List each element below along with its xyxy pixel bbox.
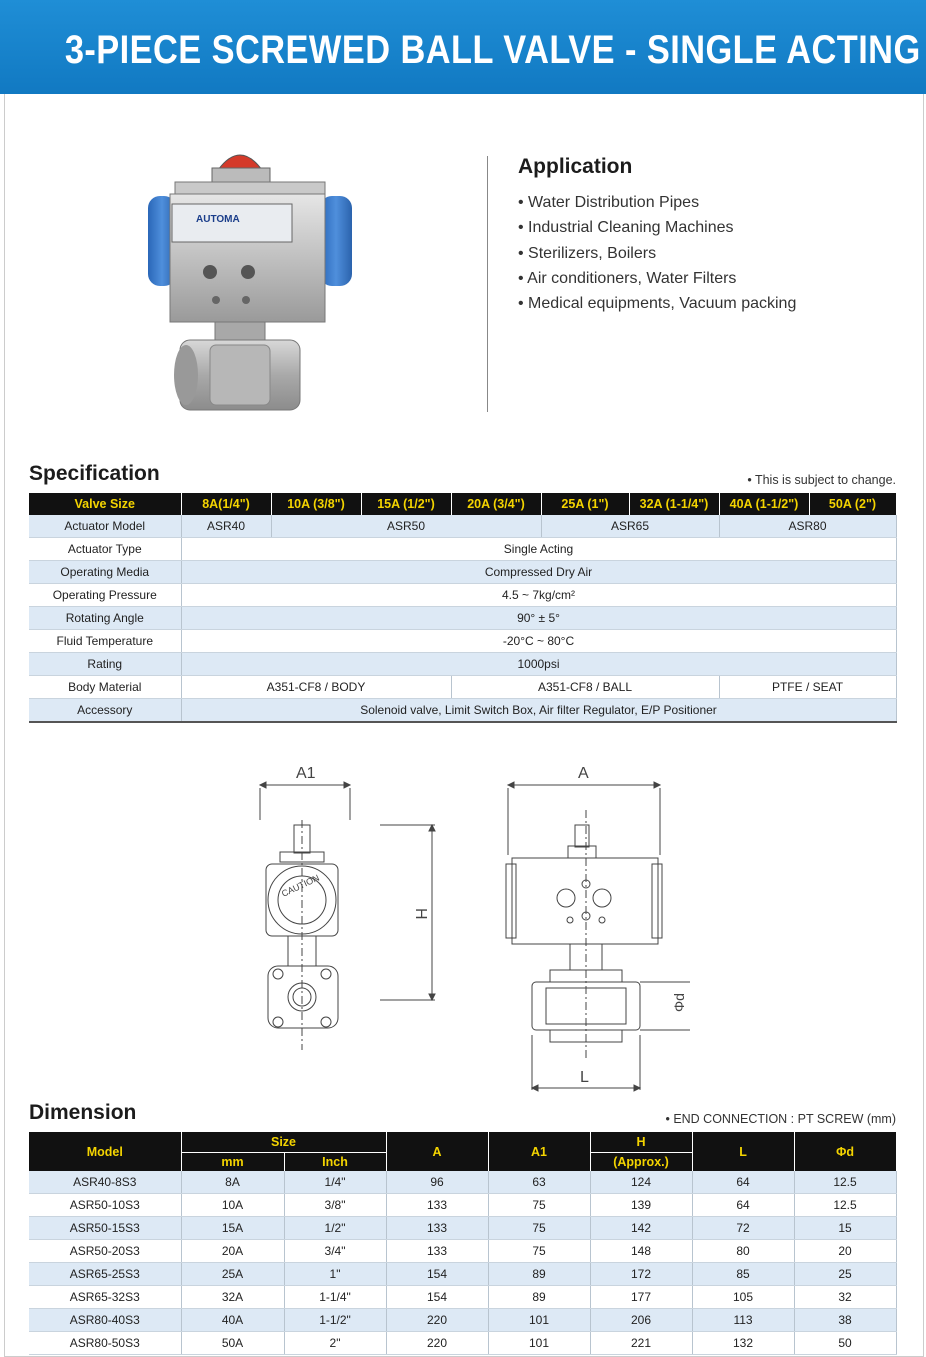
table-cell: ASR80-40S3: [29, 1309, 181, 1332]
dimension-drawing: [250, 760, 690, 1100]
table-cell: 154: [386, 1263, 488, 1286]
table-header: A: [386, 1132, 488, 1171]
table-cell: 133: [386, 1217, 488, 1240]
table-cell: ASR40: [181, 515, 271, 538]
table-header: Valve Size: [29, 493, 181, 515]
drawing-label-a: A: [578, 765, 589, 782]
page-title: 3-PIECE SCREWED BALL VALVE - SINGLE ACTING: [64, 28, 921, 72]
table-cell: ASR50-10S3: [29, 1194, 181, 1217]
table-cell: 12.5: [794, 1171, 896, 1194]
table-cell: 25: [794, 1263, 896, 1286]
table-cell: 1": [284, 1263, 386, 1286]
table-cell: 113: [692, 1309, 794, 1332]
table-cell: 89: [488, 1263, 590, 1286]
table-cell: 10A: [181, 1194, 284, 1217]
list-item: • Industrial Cleaning Machines: [518, 215, 796, 240]
table-cell: 1000psi: [181, 653, 896, 676]
table-cell: 3/8": [284, 1194, 386, 1217]
table-row: [29, 630, 896, 653]
table-row: [29, 561, 896, 584]
table-cell: 75: [488, 1240, 590, 1263]
table-header: Φd: [794, 1132, 896, 1171]
table-cell: 124: [590, 1171, 692, 1194]
table-cell: Body Material: [29, 676, 181, 699]
dimension-note: • END CONNECTION : PT SCREW (mm): [665, 1112, 896, 1126]
table-cell: Operating Pressure: [29, 584, 181, 607]
table-cell: 172: [590, 1263, 692, 1286]
specification-note: • This is subject to change.: [747, 473, 896, 487]
table-cell: 85: [692, 1263, 794, 1286]
table-row: [29, 1332, 896, 1355]
table-cell: 132: [692, 1332, 794, 1355]
list-item: • Air conditioners, Water Filters: [518, 266, 796, 291]
table-cell: ASR80: [719, 515, 896, 538]
table-cell: 50: [794, 1332, 896, 1355]
application-title: Application: [518, 155, 633, 178]
table-cell: 40A: [181, 1309, 284, 1332]
table-cell: ASR65-32S3: [29, 1286, 181, 1309]
list-item: • Medical equipments, Vacuum packing: [518, 291, 796, 316]
table-row: [29, 653, 896, 676]
dimension-table-body: [29, 1171, 896, 1355]
table-row: [29, 515, 896, 538]
table-cell: 105: [692, 1286, 794, 1309]
table-cell: 2": [284, 1332, 386, 1355]
specification-table: [29, 493, 897, 723]
table-row: [29, 676, 896, 699]
table-cell: Compressed Dry Air: [181, 561, 896, 584]
table-cell: 177: [590, 1286, 692, 1309]
table-cell: 1/2": [284, 1217, 386, 1240]
table-cell: ASR50: [271, 515, 541, 538]
table-cell: 221: [590, 1332, 692, 1355]
drawing-label-od: Φd: [671, 993, 687, 1012]
table-header: (Approx.): [590, 1152, 692, 1171]
table-cell: 142: [590, 1217, 692, 1240]
table-cell: 15: [794, 1217, 896, 1240]
table-cell: 75: [488, 1194, 590, 1217]
table-cell: 3/4": [284, 1240, 386, 1263]
table-header: 40A (1-1/2"): [719, 493, 809, 515]
table-cell: Actuator Type: [29, 538, 181, 561]
table-cell: 220: [386, 1309, 488, 1332]
dimension-title: Dimension: [29, 1101, 137, 1124]
divider-line: [487, 156, 488, 412]
table-cell: 20: [794, 1240, 896, 1263]
product-brand-text: AUTOMA: [196, 214, 240, 225]
table-cell: A351-CF8 / BALL: [451, 676, 719, 699]
table-header: 20A (3/4"): [451, 493, 541, 515]
table-cell: 101: [488, 1309, 590, 1332]
table-cell: 101: [488, 1332, 590, 1355]
table-cell: 206: [590, 1309, 692, 1332]
table-cell: 8A: [181, 1171, 284, 1194]
table-cell: ASR65: [541, 515, 719, 538]
table-cell: Single Acting: [181, 538, 896, 561]
title-banner: [0, 0, 926, 94]
table-cell: ASR80-50S3: [29, 1332, 181, 1355]
table-header: A1: [488, 1132, 590, 1171]
table-cell: 64: [692, 1171, 794, 1194]
table-header: 8A(1/4"): [181, 493, 271, 515]
table-row: [29, 1132, 896, 1152]
table-cell: 220: [386, 1332, 488, 1355]
table-cell: Solenoid valve, Limit Switch Box, Air filter Regulator, E/P Positioner: [181, 699, 896, 723]
dimension-table: [29, 1132, 897, 1355]
table-cell: ASR50-15S3: [29, 1217, 181, 1240]
table-header: 50A (2"): [809, 493, 896, 515]
table-row: [29, 1194, 896, 1217]
table-cell: 50A: [181, 1332, 284, 1355]
table-cell: 1-1/4": [284, 1286, 386, 1309]
table-cell: 96: [386, 1171, 488, 1194]
table-header: mm: [181, 1152, 284, 1171]
table-cell: 32A: [181, 1286, 284, 1309]
table-header: Size: [181, 1132, 386, 1152]
table-cell: Rating: [29, 653, 181, 676]
drawing-label-a1: A1: [296, 765, 316, 782]
application-list: [518, 190, 796, 316]
table-row: [29, 1171, 896, 1194]
table-row: [29, 1309, 896, 1332]
table-cell: Rotating Angle: [29, 607, 181, 630]
table-cell: -20°C ~ 80°C: [181, 630, 896, 653]
table-cell: 63: [488, 1171, 590, 1194]
table-row: [29, 538, 896, 561]
table-cell: 20A: [181, 1240, 284, 1263]
table-header: H: [590, 1132, 692, 1152]
table-cell: 75: [488, 1217, 590, 1240]
table-cell: 15A: [181, 1217, 284, 1240]
table-cell: 72: [692, 1217, 794, 1240]
table-cell: ASR65-25S3: [29, 1263, 181, 1286]
table-cell: 89: [488, 1286, 590, 1309]
table-header: 32A (1-1/4"): [629, 493, 719, 515]
drawing-label-caution: CAUTION: [279, 872, 321, 899]
list-item: • Sterilizers, Boilers: [518, 241, 796, 266]
table-header: Inch: [284, 1152, 386, 1171]
table-cell: 32: [794, 1286, 896, 1309]
drawing-label-h: H: [412, 908, 429, 920]
table-row: [29, 1286, 896, 1309]
table-cell: 90° ± 5°: [181, 607, 896, 630]
table-row: [29, 493, 896, 515]
list-item: • Water Distribution Pipes: [518, 190, 796, 215]
table-cell: 148: [590, 1240, 692, 1263]
table-cell: 133: [386, 1194, 488, 1217]
table-row: [29, 1263, 896, 1286]
table-row: [29, 1240, 896, 1263]
table-cell: A351-CF8 / BODY: [181, 676, 451, 699]
product-image: [120, 140, 370, 425]
table-header: 25A (1"): [541, 493, 629, 515]
table-cell: 38: [794, 1309, 896, 1332]
specification-title: Specification: [29, 462, 160, 485]
table-cell: PTFE / SEAT: [719, 676, 896, 699]
table-row: [29, 1217, 896, 1240]
table-cell: 154: [386, 1286, 488, 1309]
table-cell: Actuator Model: [29, 515, 181, 538]
table-cell: 133: [386, 1240, 488, 1263]
table-header: L: [692, 1132, 794, 1171]
table-cell: ASR50-20S3: [29, 1240, 181, 1263]
table-cell: Fluid Temperature: [29, 630, 181, 653]
table-cell: 1-1/2": [284, 1309, 386, 1332]
table-cell: 139: [590, 1194, 692, 1217]
table-cell: 64: [692, 1194, 794, 1217]
table-cell: Accessory: [29, 699, 181, 723]
table-header: 15A (1/2"): [361, 493, 451, 515]
table-row: [29, 584, 896, 607]
table-row: [29, 699, 896, 723]
table-cell: Operating Media: [29, 561, 181, 584]
table-cell: 80: [692, 1240, 794, 1263]
table-header: 10A (3/8"): [271, 493, 361, 515]
table-row: [29, 607, 896, 630]
table-cell: 1/4": [284, 1171, 386, 1194]
table-cell: ASR40-8S3: [29, 1171, 181, 1194]
table-cell: 12.5: [794, 1194, 896, 1217]
table-cell: 4.5 ~ 7kg/cm²: [181, 584, 896, 607]
table-cell: 25A: [181, 1263, 284, 1286]
table-header: Model: [29, 1132, 181, 1171]
drawing-label-l: L: [580, 1069, 589, 1086]
